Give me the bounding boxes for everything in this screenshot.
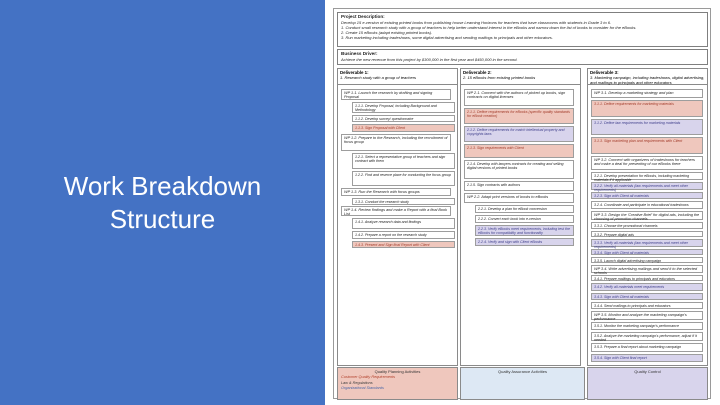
task-quality-assurance: 3.3.4. Sign with Client all materials	[591, 249, 703, 255]
task-quality-planning: 2.1.3. Sign requirements with Client	[464, 144, 574, 158]
deliverable-desc: 1. Research study with a group of teachers	[340, 75, 417, 80]
deliverable-desc: 3. Marketing campaign, including tradeshows, digital advertising, and mailings to principals and other educators	[590, 75, 705, 85]
quality-assurance-legend	[460, 367, 585, 400]
task: 2.2.2. Convert each book into e-version	[475, 215, 574, 223]
task-quality-planning: 3.1.3. Sign marketing plan and requirements with Client	[591, 137, 703, 154]
task: 2.1.4. Develop with lawyers contracts for creating and selling digital versions of printed books	[464, 160, 574, 179]
legend-item: Law & Regulations	[341, 380, 373, 385]
task-quality-assurance: 2.1.2. Define requirements for match intellectual property and copyrights laws	[464, 126, 574, 142]
task-quality-assurance: 3.2.3. Sign with Client all materials	[591, 192, 703, 199]
quality-planning-title: Quality Planning Activities	[374, 369, 421, 374]
work-package: WP 1.4. Review findings and make a Report with a final Book List	[341, 206, 451, 216]
task: 1.4.2. Prepare a report on the research study	[352, 231, 455, 239]
title-panel	[0, 0, 325, 405]
task: 1.2.1. Select a representative group of teachers and sign contract with them	[352, 153, 455, 169]
task: 3.4.1. Prepare mailings to principals and educators	[591, 275, 703, 281]
work-package: WP 3.1. Develop a marketing strategy and plan	[591, 89, 703, 98]
task-quality-planning: 3.1.1. Define requirements for marketing materials	[591, 100, 703, 117]
work-package: WP 3.2. Connect with organizers of tradeshows for teachers and make a deal for presenting of our eBooks there	[591, 156, 703, 170]
deliverable-1-column	[337, 68, 458, 366]
deliverable-desc: 2. 15 eBooks from existing printed books	[463, 75, 536, 80]
task-quality-assurance: 3.2.2. Verify all materials (law requirements and meet other requirements)	[591, 182, 703, 190]
quality-assurance-title: Quality Assurance Activities	[498, 369, 547, 374]
work-package: WP 1.2. Prepare to the Research, including the recruitment of focus group	[341, 134, 451, 151]
task: 1.1.1. Develop Proposal, including Background and Methodology	[352, 102, 455, 113]
driver-heading: Business Driver:	[341, 51, 378, 56]
deliverable-2-column	[460, 68, 581, 366]
quality-planning-legend	[337, 367, 458, 400]
task: 3.5.3. Prepare a final report about marketing campaign	[591, 343, 703, 352]
task: 1.2.2. Find and reserve place for conducting the focus group	[352, 171, 455, 186]
work-package: WP 2.1. Connect with the authors of picked up books, sign contracts on digital licenses	[464, 89, 574, 106]
task-quality-planning: 1.4.3. Present and Sign final Report with Client	[352, 241, 455, 248]
task: 1.1.2. Develop survey/ questionnaire	[352, 115, 455, 122]
task: 3.5.1. Monitor the marketing campaign's performance	[591, 322, 703, 330]
project-line: 1. Conduct small research study with a group of teachers to help better understand interest in the eBooks and narrow down the list of books to consider for the eBooks.	[341, 25, 637, 30]
legend-item: Customer Quality Requirements	[341, 375, 396, 379]
task: 2.2.1. Develop a plan for eBook conversion	[475, 205, 574, 213]
task-quality-assurance: 3.1.2. Define law requirements for marketing materials	[591, 119, 703, 135]
deliverable-title: Deliverable 2:	[463, 70, 492, 75]
driver-text: Achieve the new revenue from this project by $300,000 in the first year and $450,000 in the second.	[341, 57, 518, 62]
deliverable-1-header	[338, 69, 457, 85]
task-quality-planning: 1.1.3. Sign Proposal with Client	[352, 124, 455, 132]
task: 2.1.5. Sign contracts with authors	[464, 181, 574, 191]
project-line: 3. Run marketing including tradeshows, some digital advertising and sending mailings to principals and other educators.	[341, 35, 553, 40]
task-quality-assurance: 3.3.3. Verify all materials (law requirements and meet other requirements)	[591, 239, 703, 247]
work-package: WP 1.3. Run the Research with focus groups	[341, 188, 451, 196]
legend-item: Organizational Standards	[341, 386, 384, 391]
deliverable-2-header	[461, 69, 580, 85]
task-quality-assurance: 3.4.3. Sign with Client all materials	[591, 293, 703, 300]
quality-control-title: Quality Control	[634, 369, 661, 374]
task: 3.2.1. Develop presentation for eBooks, including marketing materials if it applicable	[591, 172, 703, 180]
deliverable-title: Deliverable 3:	[590, 70, 619, 75]
task: 3.5.2. Analyze the marketing campaign's performance, adjust if it needed	[591, 332, 703, 341]
project-line: 2. Create 15 eBooks (adapt existing printed books).	[341, 30, 433, 35]
task: 3.3.5. Launch digital advertising campaign	[591, 257, 703, 263]
slide-title	[0, 170, 325, 236]
deliverable-3-column	[587, 68, 708, 366]
task: 3.3.1. Choose the promotional channels	[591, 222, 703, 229]
slide-title-line1: Work Breakdown	[63, 171, 262, 201]
task-quality-assurance: 3.4.2. Verify all materials meet requirements	[591, 283, 703, 291]
slide-title-line2: Structure	[109, 204, 216, 234]
work-package: WP 3.3. Design the 'Creative Brief' for digital ads, including the choosing of promotion channels	[591, 211, 703, 220]
work-package: WP 3.5. Monitor and analyze the marketing campaign's performance	[591, 311, 703, 320]
quality-control-legend	[587, 367, 708, 400]
task: 3.4.4. Send mailings to principals and educators	[591, 302, 703, 309]
task-quality-assurance: 3.5.4. Sign with Client final report	[591, 354, 703, 362]
project-description	[337, 12, 708, 47]
task: 3.2.4. Coordinate and participate in educational tradeshows	[591, 201, 703, 209]
project-heading: Project Description:	[341, 14, 385, 19]
task: 3.3.2. Prepare digital ads	[591, 231, 703, 237]
task-quality-assurance: 2.2.4. Verify and sign with Client eBooks	[475, 238, 574, 246]
business-driver	[337, 49, 708, 65]
wbs-document	[333, 8, 711, 399]
project-line: Develop 15 e-version of existing printed books from publishing house Learning Horizons for teachers that have classrooms with students in Grade 3 to 6.	[341, 20, 612, 25]
work-package: WP 3.4. Write advertising mailings and send it to the selected schools	[591, 265, 703, 273]
work-package: WP 1.1. Launch the research by drafting and signing Proposal	[341, 89, 451, 100]
task: 1.4.1. Analyze research data and findings	[352, 218, 455, 229]
task-quality-assurance: 2.2.3. Verify eBooks meet requirements, including test the eBooks for compatibility and functionality	[475, 225, 574, 236]
work-package: WP 2.2. Adapt print versions of books to eBooks	[464, 193, 574, 203]
task-quality-planning: 2.1.1. Define requirements for eBooks (specific quality standards for eBook creation)	[464, 108, 574, 124]
task: 1.3.1. Conduct the research study	[352, 198, 455, 205]
deliverable-title: Deliverable 1:	[340, 70, 369, 75]
deliverable-3-header	[588, 69, 707, 85]
